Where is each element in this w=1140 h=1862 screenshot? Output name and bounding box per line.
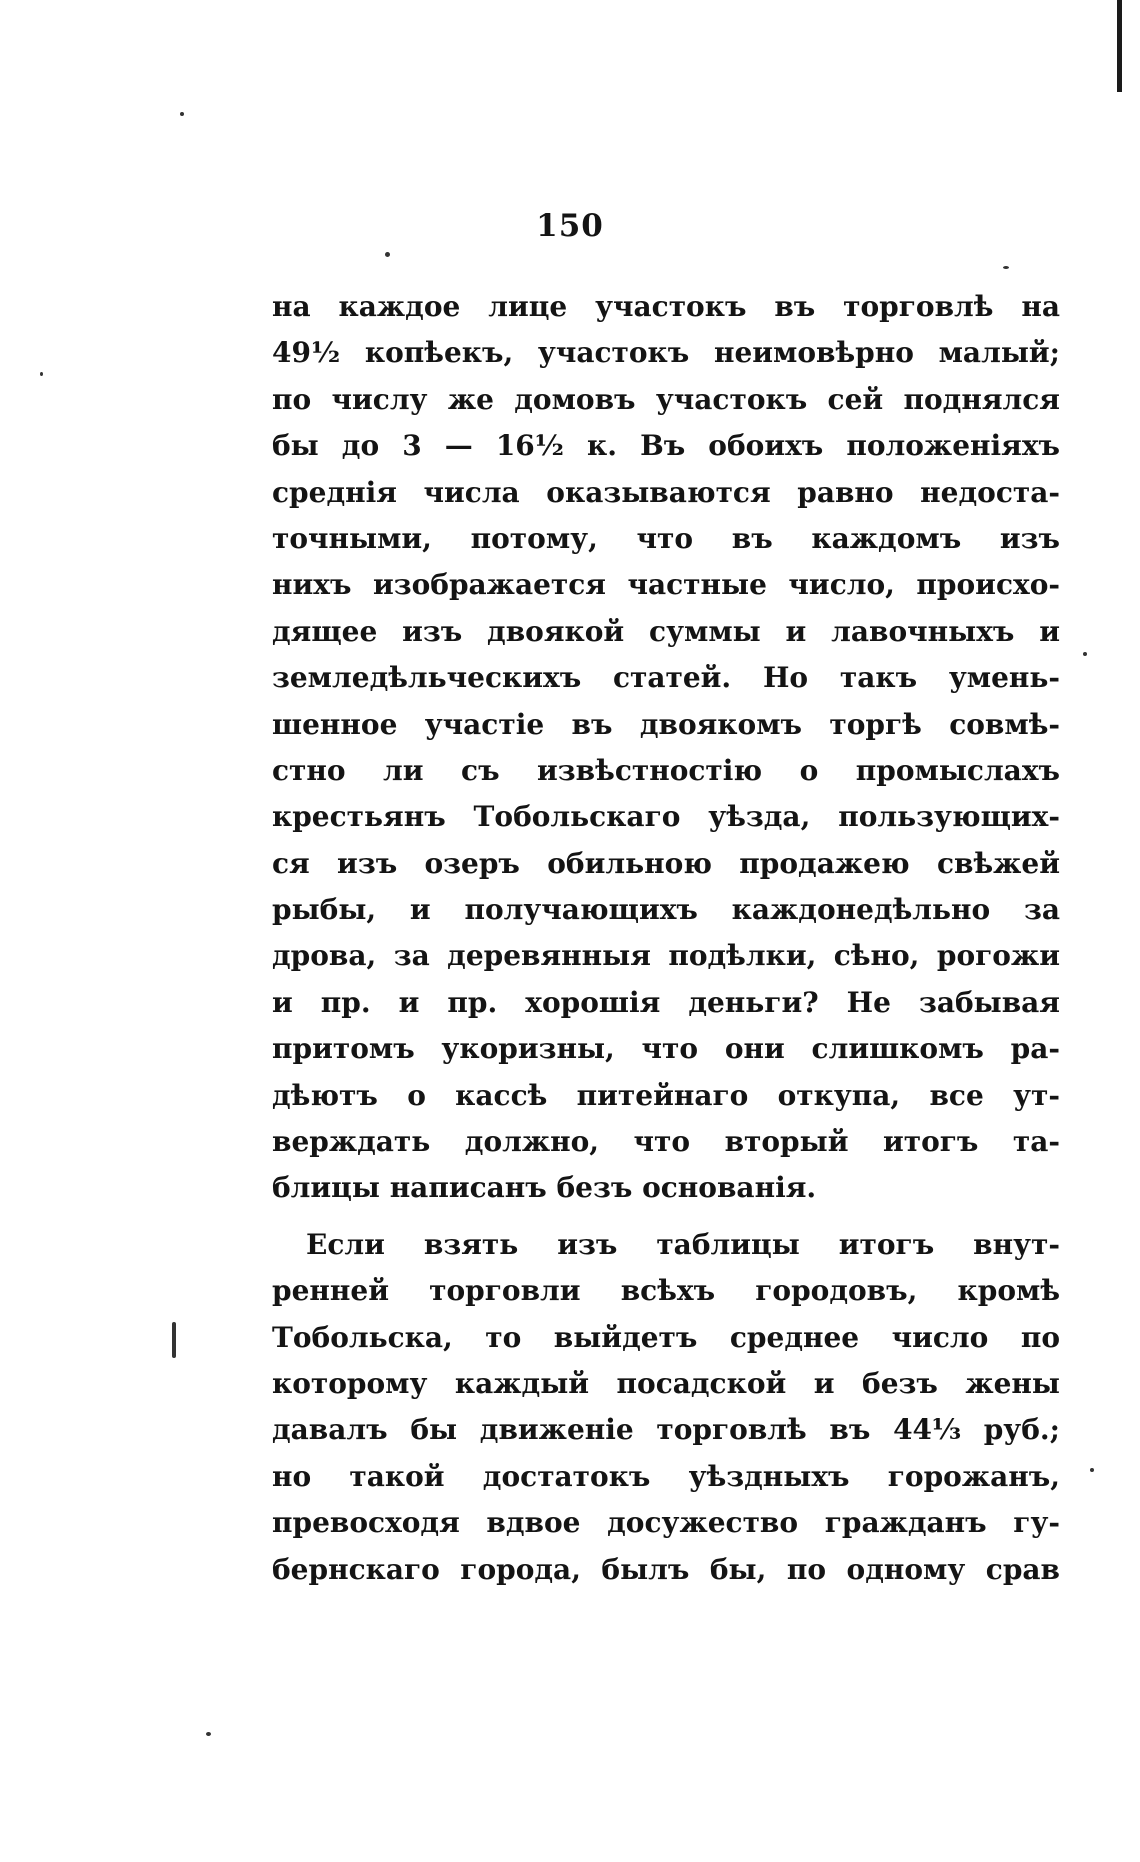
ink-speck	[180, 112, 184, 116]
ink-speck	[40, 372, 43, 376]
text-line: точными, потому, что въ каждомъ изъ	[272, 521, 1060, 555]
text-line: превосходя вдвое досужество гражданъ гу-	[272, 1506, 1060, 1540]
text-line: среднія числа оказываются равно недоста-	[272, 475, 1060, 509]
text-line: верждать должно, что вторый итогъ та-	[272, 1125, 1060, 1159]
text-line: Тобольска, то выйдетъ среднее число по	[272, 1320, 1060, 1354]
paragraph-2	[272, 1222, 1060, 1593]
text-line: крестьянъ Тобольскаго уѣзда, пользующих-	[272, 800, 1060, 834]
text-line: дѣютъ о кассѣ питейнаго откупа, все ут-	[272, 1078, 1060, 1112]
text-line: но такой достатокъ уѣздныхъ горожанъ,	[272, 1459, 1060, 1493]
text-line: бернскаго города, былъ бы, по одному срав	[272, 1552, 1060, 1586]
ink-speck	[206, 1732, 211, 1736]
text-line: 49½ копѣекъ, участокъ неимовѣрно малый;	[272, 336, 1060, 370]
text-line: стно ли съ извѣстностію о промыслахъ	[272, 753, 1060, 787]
page-number: 150	[536, 208, 604, 244]
text-line: бы до 3 — 16½ к. Въ обоихъ положеніяхъ	[272, 429, 1060, 463]
text-line: ся изъ озеръ обильною продажею свѣжей	[272, 846, 1060, 880]
ink-speck	[385, 252, 390, 257]
text-line: нихъ изображается частные число, происхо-	[272, 568, 1060, 602]
ink-speck	[1003, 266, 1009, 269]
ink-speck	[1090, 1468, 1094, 1472]
text-line: притомъ укоризны, что они слишкомъ ра-	[272, 1032, 1060, 1066]
text-line: давалъ бы движеніе торговлѣ въ 44⅓ руб.;	[272, 1413, 1060, 1447]
text-line: по числу же домовъ участокъ сей поднялся	[272, 382, 1060, 416]
text-line: шенное участіе въ двоякомъ торгѣ совмѣ-	[272, 707, 1060, 741]
text-line: земледѣльческихъ статей. Но такъ умень-	[272, 661, 1060, 695]
text-line: рыбы, и получающихъ каждонедѣльно за	[272, 893, 1060, 927]
text-line: на каждое лице участокъ въ торговлѣ на	[272, 290, 1060, 323]
text-line: блицы написанъ безъ основанія.	[272, 1171, 817, 1205]
text-line: и пр. и пр. хорошія деньги? Не забывая	[272, 985, 1060, 1019]
ink-speck	[172, 1322, 176, 1358]
text-line: Если взять изъ таблицы итогъ внут-	[306, 1227, 1060, 1261]
text-line: которому каждый посадской и безъ жены	[272, 1366, 1060, 1400]
ink-speck	[1083, 652, 1087, 656]
page-edge-line	[1117, 0, 1122, 92]
paragraph-gap	[272, 1212, 1060, 1222]
body-text	[272, 284, 1060, 1593]
text-line: ренней торговли всѣхъ городовъ, кромѣ	[272, 1274, 1060, 1308]
text-line: дрова, за деревянныя подѣлки, сѣно, рогожи	[272, 939, 1060, 973]
paragraph-1	[272, 284, 1060, 1212]
text-line: дящее изъ двоякой суммы и лавочныхъ и	[272, 614, 1060, 648]
